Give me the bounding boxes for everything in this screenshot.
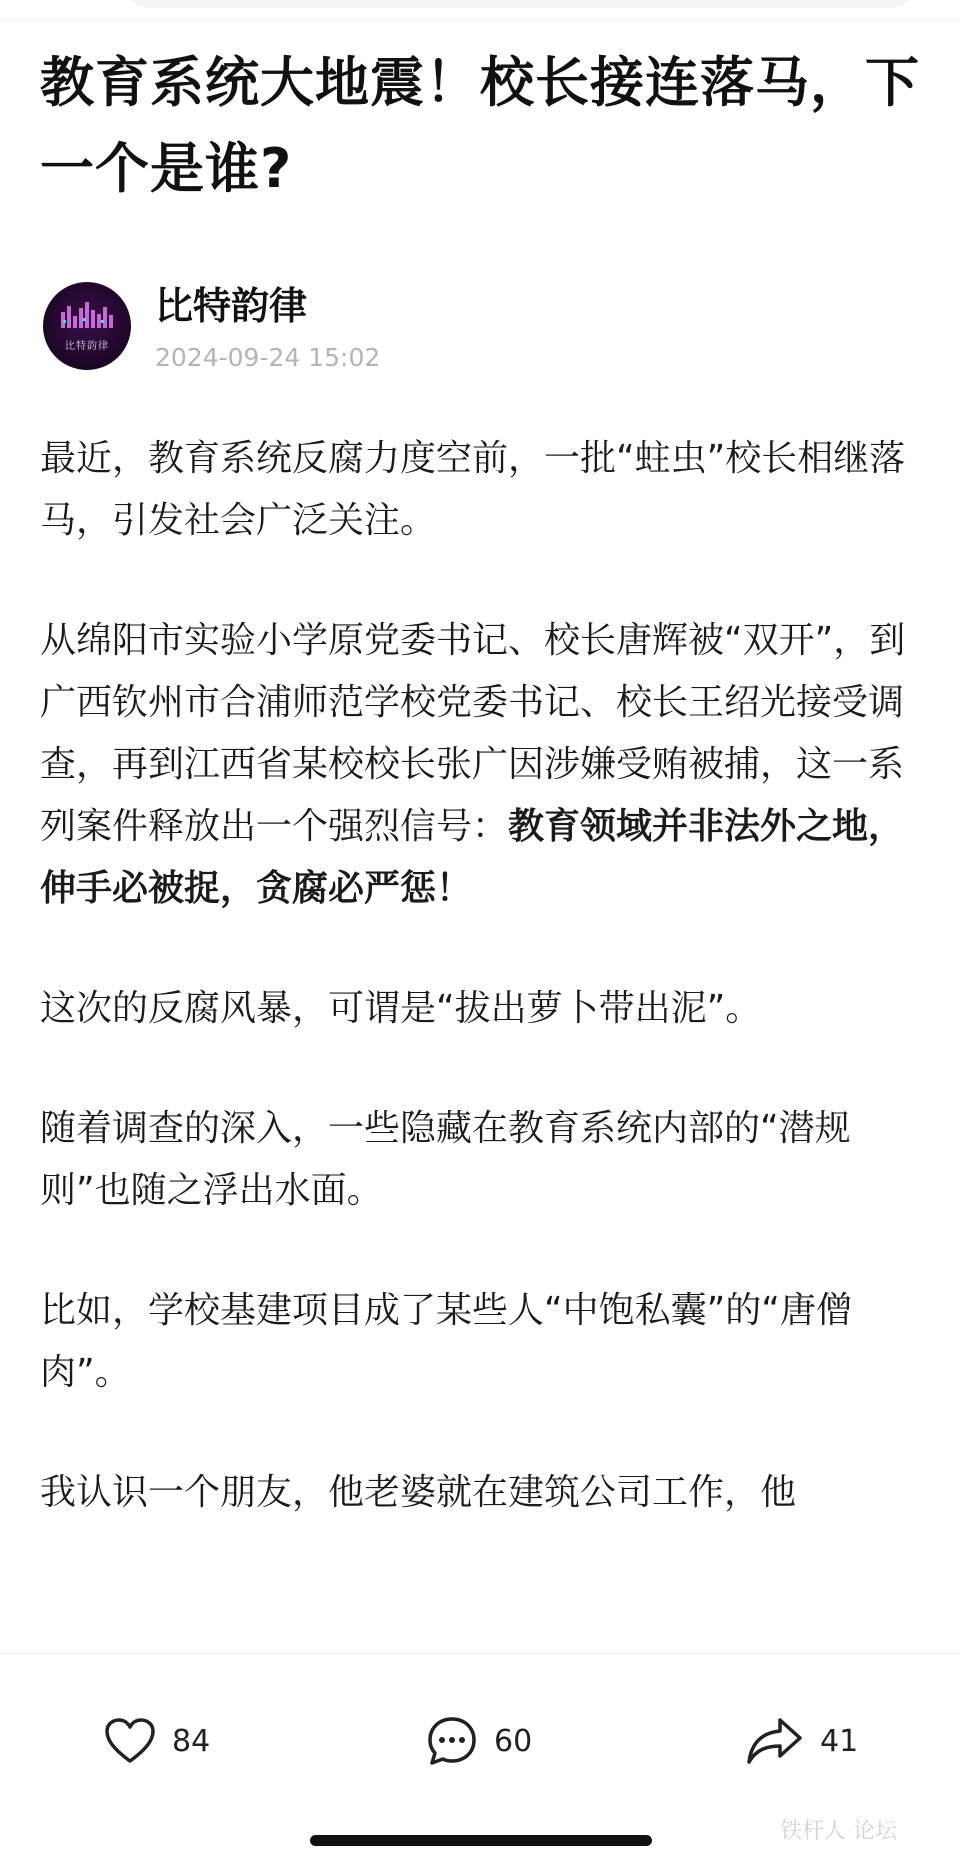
comment-button[interactable] (426, 1711, 532, 1771)
author-row[interactable] (40, 282, 920, 382)
author-name[interactable]: 比特韵律 (155, 284, 308, 328)
top-bar (0, 0, 960, 21)
home-indicator[interactable] (310, 1835, 652, 1846)
paragraph: 这次的反腐风暴，可谓是“拔出萝卜带出泥”。 (40, 988, 762, 1029)
comment-count: 60 (494, 1723, 533, 1759)
action-bar (0, 1653, 960, 1869)
avatar-label: 比特韵律 (65, 341, 109, 352)
search-pill[interactable] (125, 0, 915, 8)
sound-wave-icon (43, 282, 131, 370)
paragraph: 我认识一个朋友，他老婆就在建筑公司工作，他 (40, 1472, 797, 1513)
like-button[interactable] (104, 1711, 210, 1771)
paragraph: 比如，学校基建项目成了某些人“中饱私囊”的“唐僧肉”。 (40, 1290, 852, 1393)
paragraph-text: 从绵阳市实验小学原党委书记、校长唐辉被“双开”，到广西钦州市合浦师范学校党委书记、校长王绍光接受调查，再到江西省某校校长张广因涉嫌受贿被捕，这一系列案件释放出一个强烈信号： (40, 620, 906, 847)
article-title: 教育系统大地震！校长接连落马，下一个是谁? (40, 51, 920, 200)
comment-icon (426, 1715, 478, 1767)
paragraph (40, 610, 925, 920)
paragraph-bold-text: 教育领域并非法外之地，伸手必被捉，贪腐必严惩！ (40, 806, 905, 909)
watermark: 铁杆人 论坛 (780, 1819, 897, 1844)
share-count: 41 (820, 1723, 859, 1759)
share-icon (746, 1716, 804, 1766)
post-timestamp: 2024-09-24 15:02 (155, 343, 381, 372)
share-button[interactable] (746, 1711, 858, 1771)
paragraph: 随着调查的深入，一些隐藏在教育系统内部的“潜规则”也随之浮出水面。 (40, 1108, 851, 1211)
article-body (40, 428, 925, 1582)
avatar[interactable] (43, 282, 131, 370)
like-count: 84 (172, 1723, 211, 1759)
article-header (40, 40, 920, 212)
paragraph: 最近，教育系统反腐力度空前，一批“蛀虫”校长相继落马，引发社会广泛关注。 (40, 438, 906, 541)
heart-icon (104, 1717, 156, 1765)
